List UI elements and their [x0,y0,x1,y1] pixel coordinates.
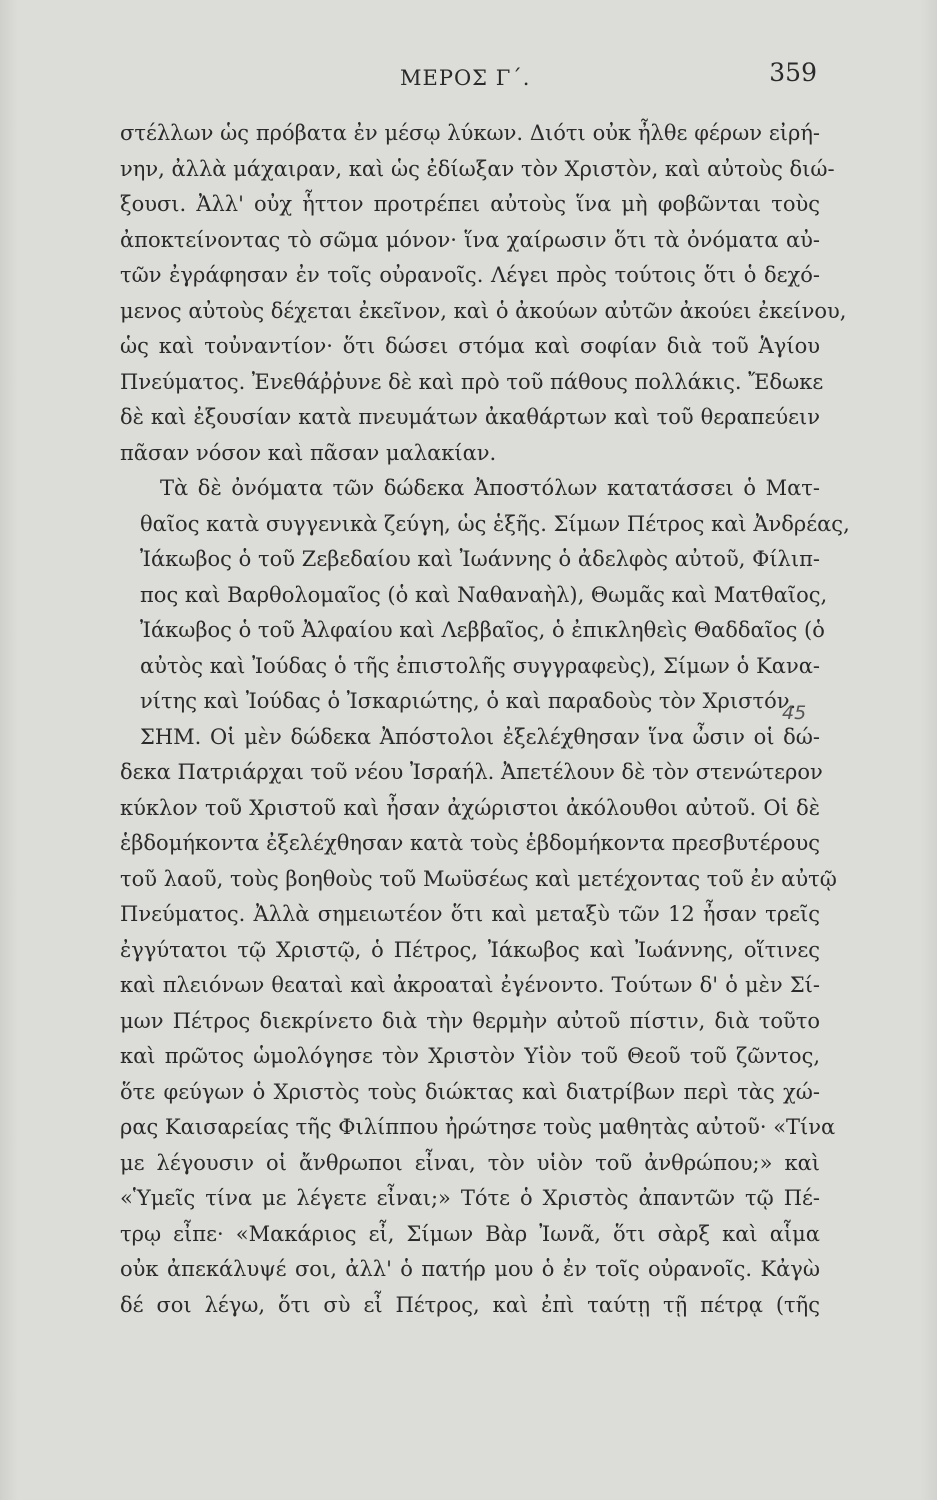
text-line: ἑβδομήκοντα ἐξελέχθησαν κατὰ τοὺς ἑβδομήκοντα πρεσβυτέρους [120,831,820,855]
text-line: τοῦ λαοῦ, τοὺς βοηθοὺς τοῦ Μωϋσέως καὶ μετέχοντας τοῦ ἐν αὐτῷ [120,866,837,891]
text-line: δεκα Πατριάρχαι τοῦ νέου Ἰσραήλ. Ἀπετέλουν δὲ τὸν στενώτερον [120,760,823,784]
text-line: θαῖος κατὰ συγγενικὰ ζεύγη, ὡς ἑξῆς. Σίμων Πέτρος καὶ Ἀνδρέας, [140,511,850,536]
text-line: στέλλων ὡς πρόβατα ἐν μέσῳ λύκων. Διότι οὐκ ἦλθε φέρων εἰρή- [120,121,820,145]
text-line: πος καὶ Βαρθολομαῖος (ὁ καὶ Ναθαναὴλ), Θωμᾶς καὶ Ματθαῖος, [140,582,828,607]
text-line: με λέγουσιν οἱ ἄνθρωποι εἶναι, τὸν υἱὸν τοῦ ἀνθρώπου;» καὶ [120,1150,820,1175]
text-line: ἀποκτείνοντας τὸ σῶμα μόνον· ἵνα χαίρωσιν ὅτι τὰ ὀνόματα αὐ- [120,227,820,252]
text-line: πᾶσαν νόσον καὶ πᾶσαν μαλακίαν. [120,440,497,465]
text-line: ὅτε φεύγων ὁ Χριστὸς τοὺς διώκτας καὶ διατρίβων περὶ τὰς χώ- [120,1079,820,1104]
text-line: μενος αὐτοὺς δέχεται ἐκεῖνον, καὶ ὁ ἀκούων αὐτῶν ἀκούει ἐκείνου, [120,298,847,323]
text-line: κύκλον τοῦ Χριστοῦ καὶ ἦσαν ἀχώριστοι ἀκόλουθοι αὐτοῦ. Οἱ δὲ [120,795,820,820]
text-line: τῶν ἐγράφησαν ἐν τοῖς οὐρανοῖς. Λέγει πρὸς τούτοις ὅτι ὁ δεχό- [120,263,820,287]
handwritten-margin-note: 45 [782,702,807,724]
text-line: νίτης καὶ Ἰούδας ὁ Ἰσκαριώτης, ὁ καὶ παραδοὺς τὸν Χριστόν. [140,689,797,713]
text-line: αὐτὸς καὶ Ἰούδας ὁ τῆς ἐπιστολῆς συγγραφεὺς), Σίμων ὁ Κανα- [140,653,820,678]
text-line: Τὰ δὲ ὀνόματα τῶν δώδεκα Ἀποστόλων κατατάσσει ὁ Ματ- [160,476,820,500]
text-line: Πνεύματος. Ἀλλὰ σημειωτέον ὅτι καὶ μεταξὺ τῶν 12 ἦσαν τρεῖς [120,902,820,926]
text-line: «Ὑμεῖς τίνα με λέγετε εἶναι;» Τότε ὁ Χριστὸς ἀπαντῶν τῷ Πέ- [120,1186,820,1210]
text-line: οὐκ ἀπεκάλυψέ σοι, ἀλλ' ὁ πατήρ μου ὁ ἐν τοῖς οὐρανοῖς. Κἀγὼ [120,1257,820,1281]
paragraph-3-note [120,720,837,1324]
text-line: ξουσι. Ἀλλ' οὐχ ἧττον προτρέπει αὐτοὺς ἵνα μὴ φοβῶνται τοὺς [120,192,820,216]
paragraph-2 [120,471,850,720]
text-line: δὲ καὶ ἐξουσίαν κατὰ πνευμάτων ἀκαθάρτων καὶ τοῦ θεραπεύειν [120,405,820,429]
page-number: 359 [769,58,817,87]
text-line: καὶ πλειόνων θεαταὶ καὶ ἀκροαταὶ ἐγένοντο. Τούτων δ' ὁ μὲν Σί- [120,973,820,997]
text-line: Πνεύματος. Ἐνεθάῤῥυνε δὲ καὶ πρὸ τοῦ πάθους πολλάκις. Ἔδωκε [120,369,824,394]
text-line: τρῳ εἶπε· «Μακάριος εἶ, Σίμων Βὰρ Ἰωνᾶ, ὅτι σὰρξ καὶ αἷμα [120,1221,820,1246]
text-line: Ἰάκωβος ὁ τοῦ Ζεβεδαίου καὶ Ἰωάννης ὁ ἀδελφὸς αὐτοῦ, Φίλιπ- [140,547,820,571]
text-line: ὡς καὶ τοὐναντίον· ὅτι δώσει στόμα καὶ σοφίαν διὰ τοῦ Ἁγίου [120,334,820,358]
page-body [120,116,850,1323]
text-line: ρας Καισαρείας τῆς Φιλίππου ἠρώτησε τοὺς μαθητὰς αὐτοῦ· «Τίνα [120,1115,836,1139]
text-line: ΣΗΜ. Οἱ μὲν δώδεκα Ἀπόστολοι ἐξελέχθησαν ἵνα ὦσιν οἱ δώ- [140,724,820,749]
text-line: καὶ πρῶτος ὡμολόγησε τὸν Χριστὸν Υἱὸν τοῦ Θεοῦ τοῦ ζῶντος, [120,1044,820,1068]
text-line: μων Πέτρος διεκρίνετο διὰ τὴν θερμὴν αὐτοῦ πίστιν, διὰ τοῦτο [120,1008,820,1033]
page-header [120,58,817,98]
text-line: Ἰάκωβος ὁ τοῦ Ἀλφαίου καὶ Λεββαῖος, ὁ ἐπικληθεὶς Θαδδαῖος (ὁ [140,618,825,642]
paragraph-1 [120,116,847,471]
text-line: νην, ἀλλὰ μάχαιραν, καὶ ὡς ἐδίωξαν τὸν Χριστὸν, καὶ αὐτοὺς διώ- [120,156,835,181]
running-title: ΜΕΡΟΣ Γ΄. [400,66,531,90]
text-line: ἐγγύτατοι τῷ Χριστῷ, ὁ Πέτρος, Ἰάκωβος καὶ Ἰωάννης, οἵτινες [120,937,820,962]
text-line: δέ σοι λέγω, ὅτι σὺ εἶ Πέτρος, καὶ ἐπὶ ταύτῃ τῇ πέτρᾳ (τῆς [120,1292,820,1317]
